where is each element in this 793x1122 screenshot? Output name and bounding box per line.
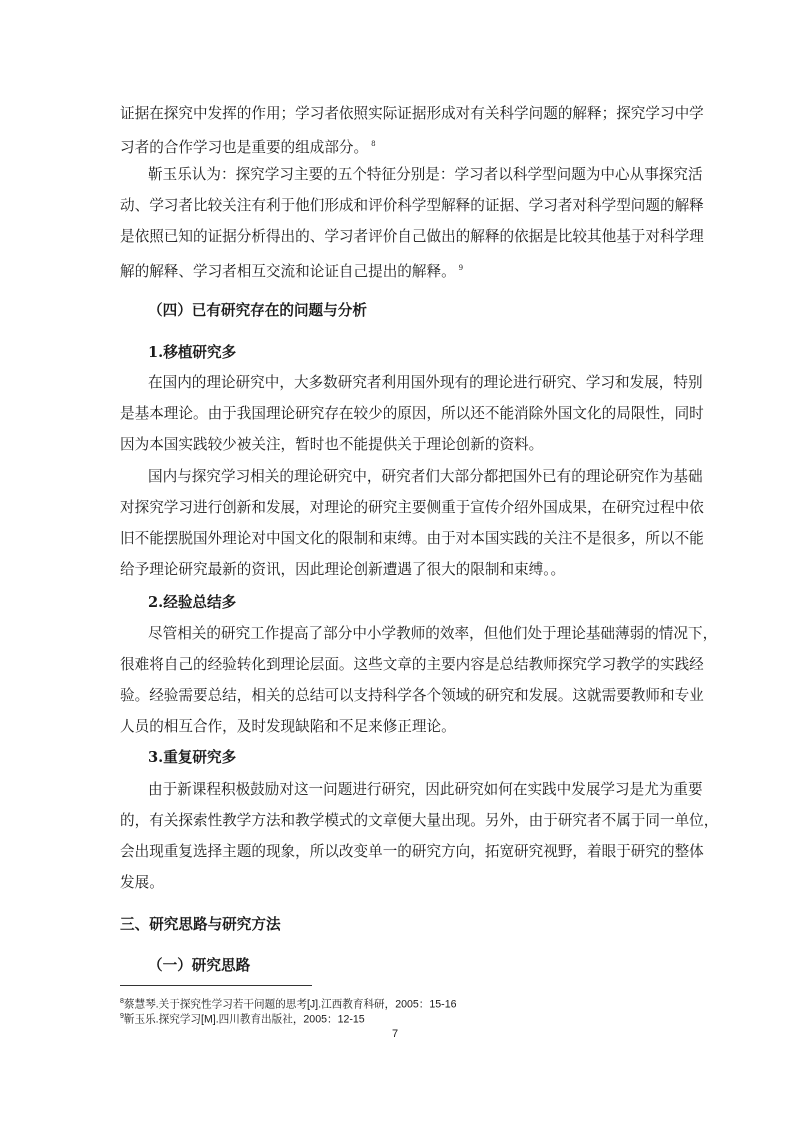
paragraph-line: 因为本国实践较少被关注，暂时也不能提供关于理论创新的资料。 bbox=[120, 436, 544, 453]
paragraph-line: 给予理论研究最新的资讯，因此理论创新遭遇了很大的限制和束缚。。 bbox=[120, 561, 566, 578]
subsection-heading: 2.经验总结多 bbox=[148, 594, 237, 611]
paragraph-line: 旧不能摆脱国外理论对中国文化的限制和束缚。由于对本国实践的关注不是很多，所以不能 bbox=[120, 530, 704, 547]
paragraph-line: 靳玉乐认为：探究学习主要的五个特征分别是：学习者以科学型问题为中心从事探究活 bbox=[148, 166, 703, 183]
paragraph-line: 对探究学习进行创新和发展，对理论的研究主要侧重于宣传介绍外国成果，在研究过程中依 bbox=[120, 499, 704, 516]
paragraph-line: 是基本理论。由于我国理论研究存在较少的原因，所以还不能消除外国文化的局限性，同时 bbox=[120, 405, 704, 422]
paragraph-line: 验。经验需要总结，相关的总结可以支持科学各个领域的研究和发展。这就需要教师和专业 bbox=[120, 687, 704, 704]
page-number: 7 bbox=[392, 1028, 399, 1040]
footnote-mark: 8 bbox=[120, 998, 124, 1005]
footnote: $^8$蔡慧琴.关于探究性学习若干问题的思考[J].江西教育科研，2005：15-16 bbox=[120, 998, 457, 1011]
section-heading: （四）已有研究存在的问题与分析 bbox=[148, 302, 367, 319]
paragraph-line: 国内与探究学习相关的理论研究中，研究者们大部分都把国外已有的理论研究作为基础 bbox=[148, 468, 703, 485]
paragraph-line: 解的解释、学习者相互交流和论证自己提出的解释。 $^9$ bbox=[120, 262, 464, 280]
subsection-heading: 1.移植研究多 bbox=[148, 344, 237, 361]
paragraph-line: 证据在探究中发挥的作用；学习者依照实际证据形成对有关科学问题的解释；探究学习中学 bbox=[120, 105, 704, 122]
paragraph-line: 人员的相互合作，及时发现缺陷和不足来修正理论。 bbox=[120, 718, 456, 735]
paragraph-line: 发展。 bbox=[120, 874, 164, 891]
paragraph-line: 是依照已知的证据分析得出的、学习者评价自己做出的解释的依据是比较其他基于对科学理 bbox=[120, 228, 704, 245]
section-heading: （一）研究思路 bbox=[148, 957, 251, 974]
footnote-separator bbox=[120, 985, 312, 986]
paragraph-line: 很难将自己的经验转化到理论层面。这些文章的主要内容是总结教师探究学习教学的实践经 bbox=[120, 656, 704, 673]
footnote-ref: 9 bbox=[458, 264, 464, 272]
subsection-heading: 3.重复研究多 bbox=[148, 749, 237, 766]
paragraph-line: 会出现重复选择主题的现象，所以改变单一的研究方向，拓宽研究视野，着眼于研究的整体 bbox=[120, 843, 704, 860]
paragraph-line: 由于新课程积极鼓励对这一问题进行研究，因此研究如何在实践中发展学习是尤为重要 bbox=[148, 781, 703, 798]
paragraph-line: 动、学习者比较关注有利于他们形成和评价科学型解释的证据、学习者对科学型问题的解释 bbox=[120, 197, 704, 214]
footnote-mark: 9 bbox=[120, 1013, 124, 1020]
chapter-heading: 三、研究思路与研究方法 bbox=[120, 916, 281, 933]
footnote: $^9$靳玉乐.探究学习[M].四川教育出版社，2005：12-15 bbox=[120, 1013, 365, 1026]
paragraph-line: 在国内的理论研究中，大多数研究者利用国外现有的理论进行研究、学习和发展，特别 bbox=[148, 374, 703, 391]
paragraph-line: 尽管相关的研究工作提高了部分中小学教师的效率，但他们处于理论基础薄弱的情况下， bbox=[148, 625, 718, 642]
paragraph-line: 习者的合作学习也是重要的组成部分。 $^8$ bbox=[120, 138, 376, 156]
paragraph-line: 的，有关探索性教学方法和教学模式的文章便大量出现。另外，由于研究者不属于同一单位， bbox=[120, 812, 719, 829]
footnote-ref: 8 bbox=[371, 140, 376, 148]
